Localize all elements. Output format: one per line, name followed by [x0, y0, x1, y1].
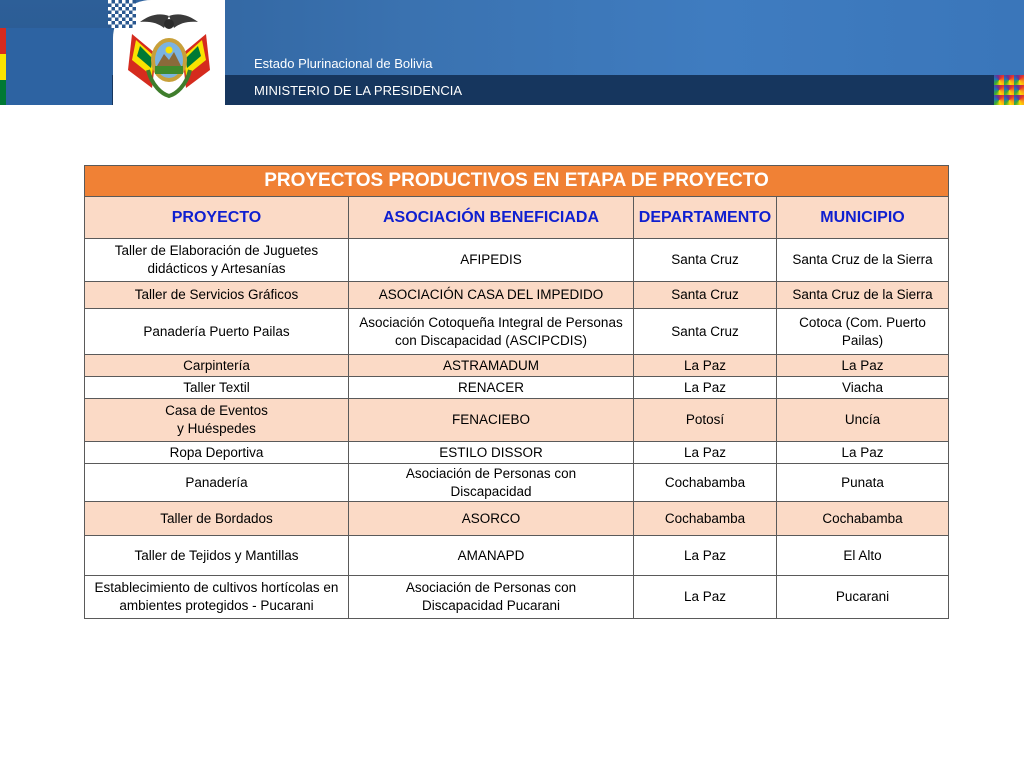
table-row [85, 355, 949, 377]
cell-municipio: Pucarani [777, 576, 949, 619]
table-header-row [85, 197, 949, 239]
column-header-asociacion: ASOCIACIÓN BENEFICIADA [349, 197, 634, 239]
cell-departamento: Santa Cruz [634, 282, 777, 309]
cell-municipio: Punata [777, 464, 949, 502]
cell-proyecto: Panadería [85, 464, 349, 502]
ministry-name: MINISTERIO DE LA PRESIDENCIA [254, 83, 463, 98]
cell-proyecto: Taller de Bordados [85, 502, 349, 536]
cell-departamento: La Paz [634, 355, 777, 377]
cell-asociacion: ASORCO [349, 502, 634, 536]
column-header-municipio: MUNICIPIO [777, 197, 949, 239]
cell-municipio: Cochabamba [777, 502, 949, 536]
column-header-departamento: DEPARTAMENTO [634, 197, 777, 239]
cell-asociacion: RENACER [349, 377, 634, 399]
table-row [85, 309, 949, 355]
cell-municipio: La Paz [777, 442, 949, 464]
table-row [85, 377, 949, 399]
cell-asociacion: AFIPEDIS [349, 239, 634, 282]
cell-municipio: Santa Cruz de la Sierra [777, 239, 949, 282]
bolivia-flag-stripe [0, 28, 6, 105]
cell-departamento: La Paz [634, 576, 777, 619]
table-row [85, 536, 949, 576]
cell-municipio: Uncía [777, 399, 949, 442]
cell-departamento: La Paz [634, 377, 777, 399]
page-header [0, 0, 1024, 105]
cell-municipio: Santa Cruz de la Sierra [777, 282, 949, 309]
cell-proyecto: Carpintería [85, 355, 349, 377]
cell-asociacion: Asociación de Personas con Discapacidad Pucarani [349, 576, 634, 619]
bolivia-coat-of-arms-icon [118, 10, 220, 102]
cell-municipio: Cotoca (Com. Puerto Pailas) [777, 309, 949, 355]
state-name: Estado Plurinacional de Bolivia [254, 56, 433, 71]
projects-table-container [84, 165, 948, 619]
cell-asociacion: Asociación Cotoqueña Integral de Personas con Discapacidad (ASCIPCDIS) [349, 309, 634, 355]
cell-municipio: El Alto [777, 536, 949, 576]
cell-proyecto: Taller de Tejidos y Mantillas [85, 536, 349, 576]
cell-proyecto: Taller de Elaboración de Juguetes didácticos y Artesanías [85, 239, 349, 282]
cell-asociacion: FENACIEBO [349, 399, 634, 442]
table-row [85, 502, 949, 536]
cell-asociacion: ASOCIACIÓN CASA DEL IMPEDIDO [349, 282, 634, 309]
cell-proyecto: Taller Textil [85, 377, 349, 399]
table-row [85, 442, 949, 464]
cell-departamento: Santa Cruz [634, 309, 777, 355]
projects-table [84, 165, 949, 619]
table-row [85, 282, 949, 309]
cell-municipio: La Paz [777, 355, 949, 377]
table-row [85, 576, 949, 619]
header-left-block [0, 0, 112, 105]
cell-asociacion: ASTRAMADUM [349, 355, 634, 377]
cell-proyecto: Establecimiento de cultivos hortícolas en ambientes protegidos - Pucarani [85, 576, 349, 619]
table-row [85, 399, 949, 442]
cell-municipio: Viacha [777, 377, 949, 399]
table-title: PROYECTOS PRODUCTIVOS EN ETAPA DE PROYECTO [85, 166, 949, 197]
cell-departamento: Cochabamba [634, 464, 777, 502]
cell-proyecto: Casa de Eventos y Huéspedes [85, 399, 349, 442]
table-row [85, 239, 949, 282]
cell-proyecto: Ropa Deportiva [85, 442, 349, 464]
cell-departamento: Cochabamba [634, 502, 777, 536]
cell-asociacion: Asociación de Personas con Discapacidad [349, 464, 634, 502]
cell-proyecto: Taller de Servicios Gráficos [85, 282, 349, 309]
cell-departamento: Potosí [634, 399, 777, 442]
table-row [85, 464, 949, 502]
column-header-proyecto: PROYECTO [85, 197, 349, 239]
cell-departamento: La Paz [634, 536, 777, 576]
cell-asociacion: ESTILO DISSOR [349, 442, 634, 464]
cell-departamento: Santa Cruz [634, 239, 777, 282]
whipala-flag-icon [994, 75, 1024, 105]
cell-proyecto: Panadería Puerto Pailas [85, 309, 349, 355]
cell-asociacion: AMANAPD [349, 536, 634, 576]
cell-departamento: La Paz [634, 442, 777, 464]
